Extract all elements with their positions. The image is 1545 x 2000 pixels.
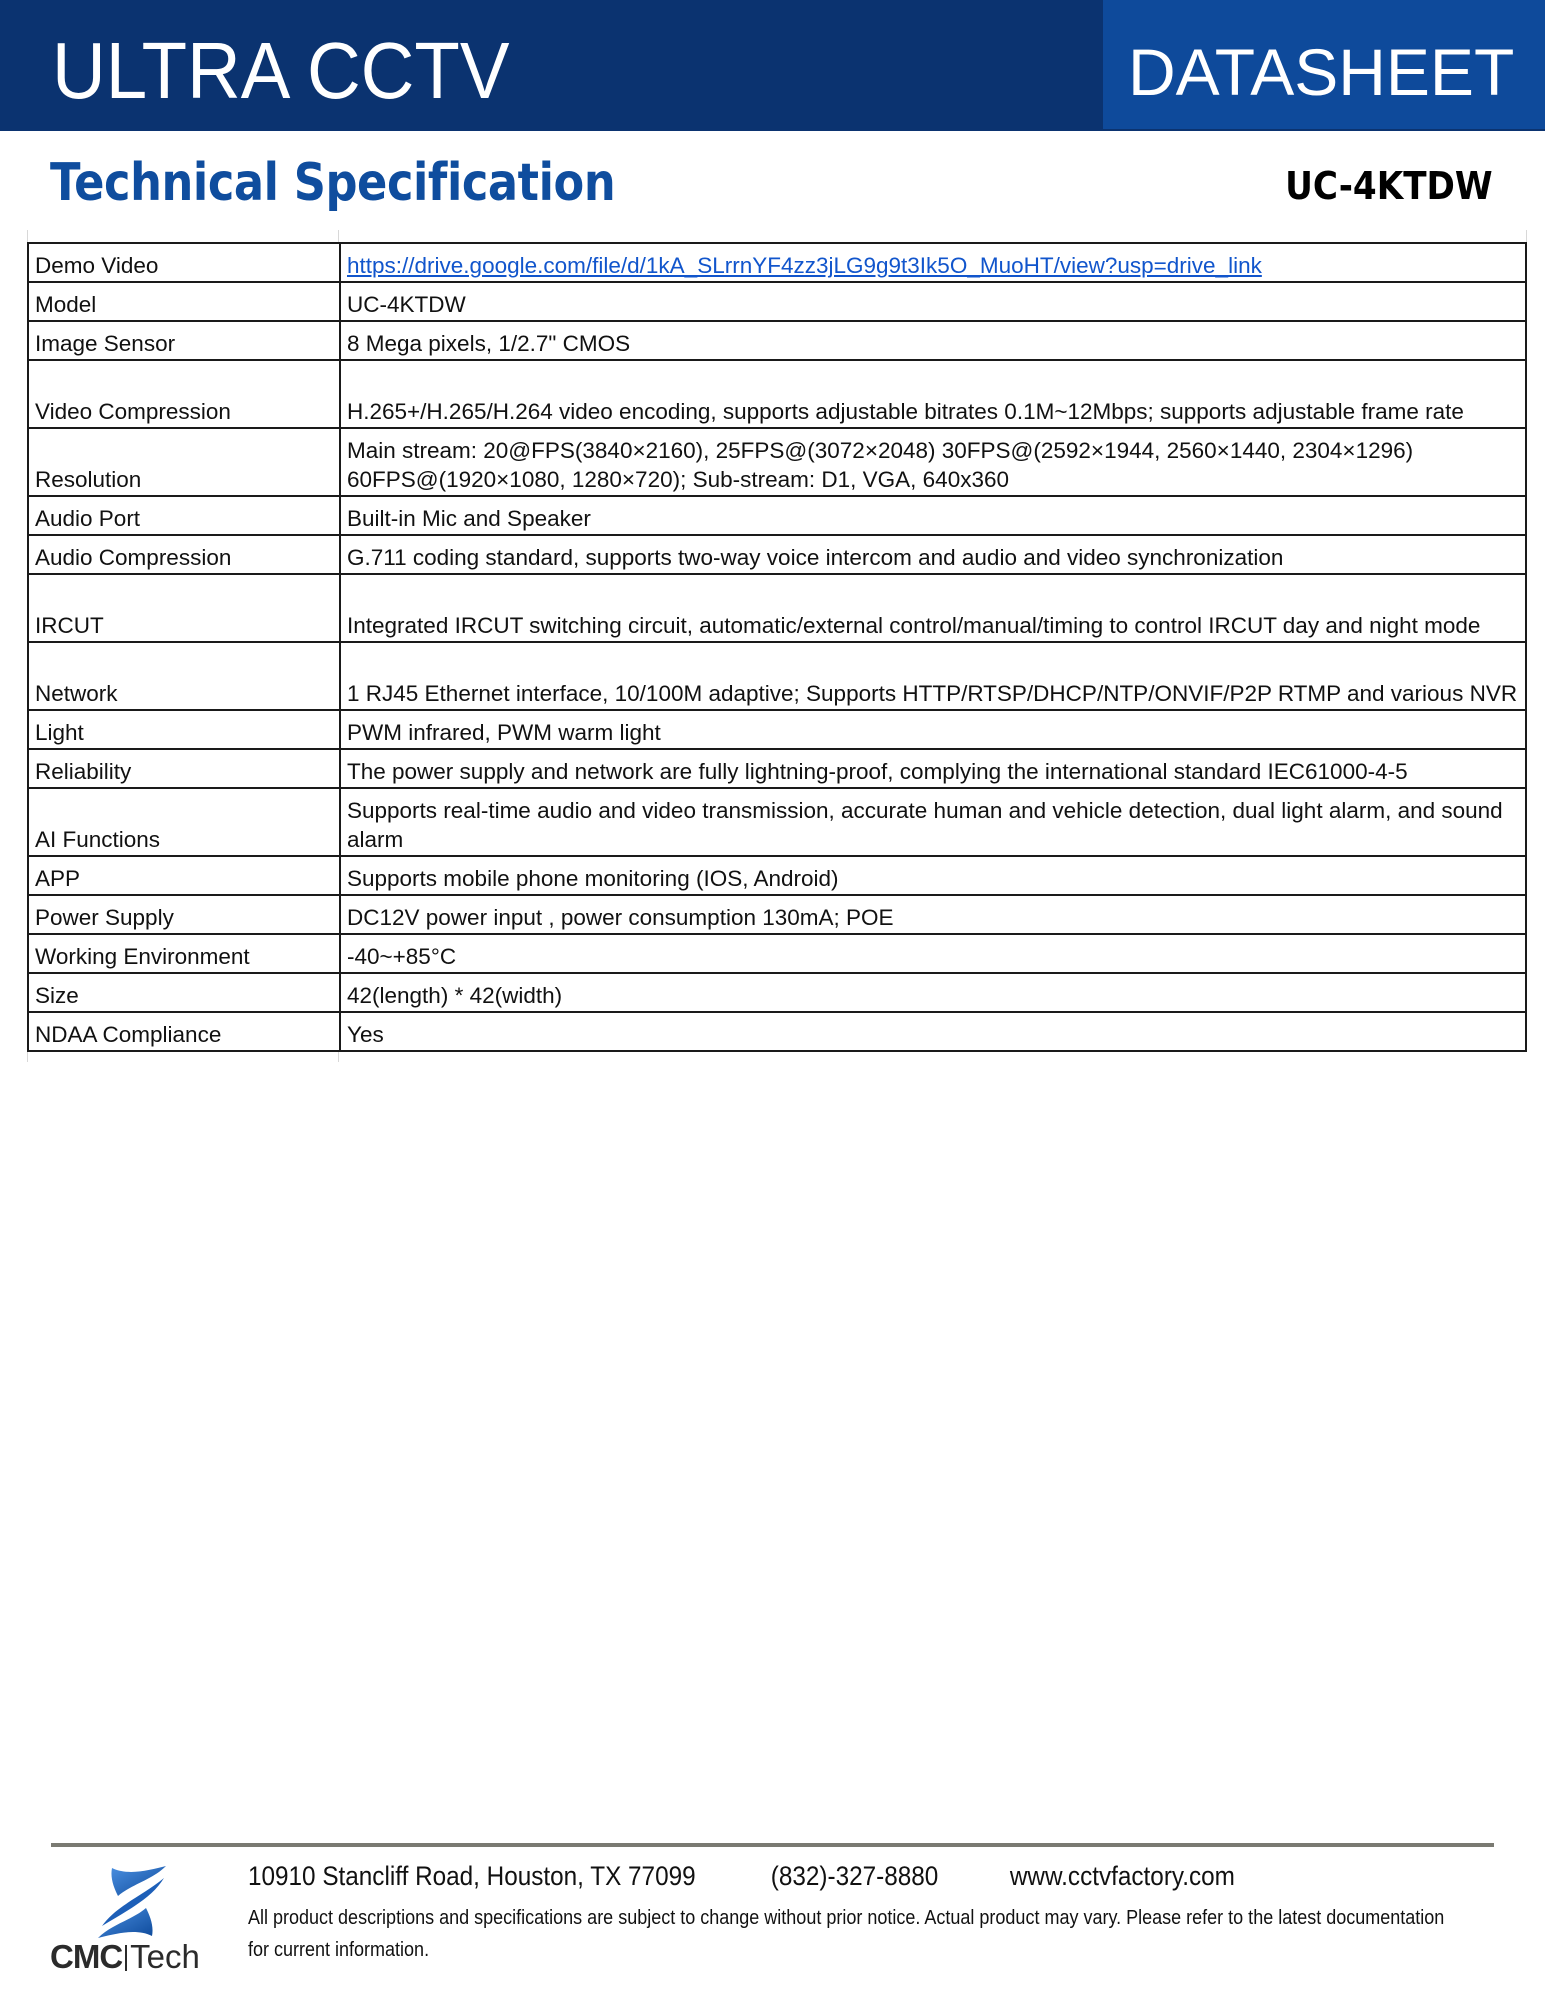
spec-row (28, 642, 1526, 710)
spec-label: Image Sensor (28, 321, 340, 360)
spec-row (28, 428, 1526, 496)
cmc-tech-swirl-icon (92, 1866, 172, 1938)
grid-line (1526, 230, 1527, 242)
model-code: UC-4KTDW (1285, 164, 1493, 208)
spec-label: Network (28, 642, 340, 710)
spec-value: PWM infrared, PWM warm light (340, 710, 1526, 749)
spec-row (28, 856, 1526, 895)
spec-value: G.711 coding standard, supports two-way voice intercom and audio and video synchronization (340, 535, 1526, 574)
spec-row (28, 360, 1526, 428)
spec-label: Light (28, 710, 340, 749)
footer-website[interactable]: www.cctvfactory.com (1009, 1861, 1235, 1891)
spec-value: H.265+/H.265/H.264 video encoding, supports adjustable bitrates 0.1M~12Mbps; supports adjustable frame rate (340, 360, 1526, 428)
spec-label: AI Functions (28, 788, 340, 856)
spec-value: 42(length) * 42(width) (340, 973, 1526, 1012)
spec-row (28, 321, 1526, 360)
spec-value: 8 Mega pixels, 1/2.7" CMOS (340, 321, 1526, 360)
spec-row (28, 574, 1526, 642)
spec-row (28, 243, 1526, 282)
spec-value: Built-in Mic and Speaker (340, 496, 1526, 535)
spec-value: Supports real-time audio and video transmission, accurate human and vehicle detection, dual light alarm, and sound alarm (340, 788, 1526, 856)
spec-label: Power Supply (28, 895, 340, 934)
spec-row (28, 1012, 1526, 1051)
spec-value: 1 RJ45 Ethernet interface, 10/100M adaptive; Supports HTTP/RTSP/DHCP/NTP/ONVIF/P2P RTMP and various NVR (340, 642, 1526, 710)
spec-label: Video Compression (28, 360, 340, 428)
company-logo (48, 1866, 218, 1976)
page-title: Technical Specification (50, 153, 616, 213)
brand-title: ULTRA CCTV (52, 26, 510, 115)
spec-row (28, 282, 1526, 321)
grid-line (338, 1052, 339, 1062)
spec-label: Audio Compression (28, 535, 340, 574)
spec-label: Size (28, 973, 340, 1012)
footer-divider (51, 1843, 1494, 1847)
spec-label: Working Environment (28, 934, 340, 973)
logo-wordmark (50, 1939, 200, 1975)
spec-value: -40~+85°C (340, 934, 1526, 973)
spec-row (28, 973, 1526, 1012)
spec-row (28, 749, 1526, 788)
spec-value-cell (340, 243, 1526, 282)
spec-label: Resolution (28, 428, 340, 496)
grid-line (338, 230, 339, 242)
logo-separator (125, 1945, 127, 1971)
footer-phone[interactable]: (832)-327-8880 (770, 1861, 939, 1891)
spec-label: Demo Video (28, 243, 340, 282)
spec-row (28, 934, 1526, 973)
spec-label: APP (28, 856, 340, 895)
footer-address: 10910 Stancliff Road, Houston, TX 77099 (248, 1861, 696, 1891)
grid-line (27, 1052, 28, 1062)
spec-label: IRCUT (28, 574, 340, 642)
grid-line (27, 230, 28, 242)
demo-video-link[interactable]: https://drive.google.com/file/d/1kA_SLrrnYF4zz3jLG9g9t3Ik5O_MuoHT/view?usp=drive_link (347, 253, 1262, 278)
spec-label: Audio Port (28, 496, 340, 535)
spec-value: Yes (340, 1012, 1526, 1051)
spec-label: Reliability (28, 749, 340, 788)
spec-table (27, 242, 1527, 1052)
spec-value: Supports mobile phone monitoring (IOS, Android) (340, 856, 1526, 895)
spec-label: Model (28, 282, 340, 321)
spec-row (28, 710, 1526, 749)
datasheet-label: DATASHEET (1128, 35, 1515, 109)
spec-table-body (28, 243, 1526, 1051)
datasheet-banner (1103, 0, 1545, 129)
spec-value: DC12V power input , power consumption 130mA; POE (340, 895, 1526, 934)
footer-contact (248, 1858, 1235, 1894)
spec-row (28, 496, 1526, 535)
logo-suffix: Tech (130, 1938, 200, 1975)
spec-row (28, 895, 1526, 934)
spec-value: The power supply and network are fully lightning-proof, complying the international standard IEC61000-4-5 (340, 749, 1526, 788)
header-bar (0, 0, 1545, 131)
footer-disclaimer: All product descriptions and specifications are subject to change without prior notice. Actual product may vary. Please refer to the latest documentation for current information. (248, 1907, 1445, 1961)
spec-label: NDAA Compliance (28, 1012, 340, 1051)
spec-row (28, 535, 1526, 574)
spec-value: UC-4KTDW (340, 282, 1526, 321)
logo-name: CMC (50, 1938, 123, 1975)
spec-row (28, 788, 1526, 856)
spec-value: Integrated IRCUT switching circuit, automatic/external control/manual/timing to control IRCUT day and night mode (340, 574, 1526, 642)
spec-value: Main stream: 20@FPS(3840×2160), 25FPS@(3072×2048) 30FPS@(2592×1944, 2560×1440, 2304×1296) 60FPS@(1920×1080, 1280×720); Sub-stream: D1, VGA, 640x360 (340, 428, 1526, 496)
